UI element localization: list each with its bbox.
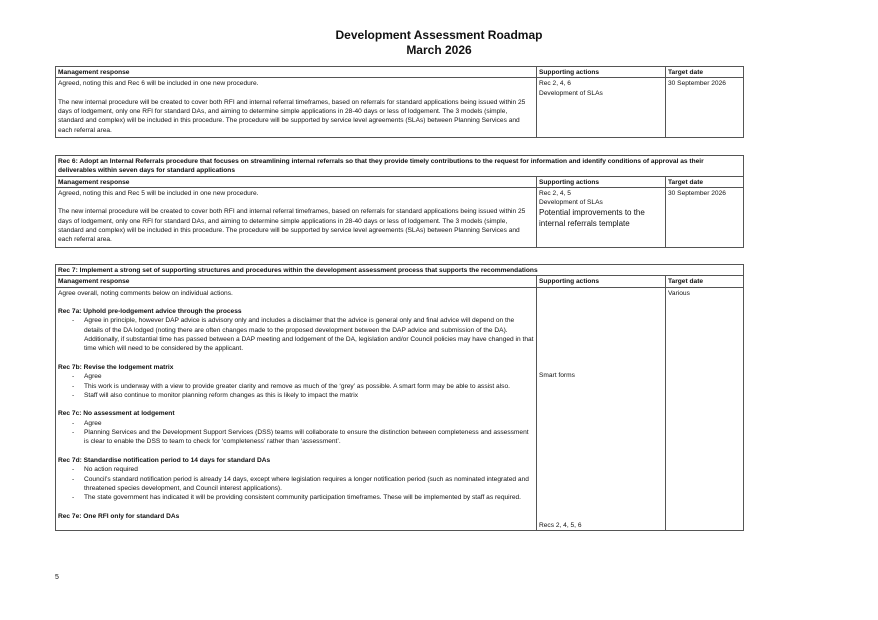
rec7d-title: Rec 7d: Standardise notification period to 14 days for standard DAs [58,456,271,464]
response-paragraph: The new internal procedure will be created to cover both RFI and internal referral timeframes, based on referrals for standard applications being issued within 25 days of lodgement, only one RFI for standard DAs, and aiming to determine simple applications in 28-40 days or less of lodgement. The 3 models (simple, standard and complex) will be included in this procedure. The procedure will be supported by service level agreements (SLAs) between Planning Services and each referral area. [58,98,526,134]
rec7-title: Rec 7: Implement a strong set of supporting structures and procedures within the development assessment process that supports the recommendations [56,265,744,276]
supporting-action-recs: Recs 2, 4, 5, 6 [539,522,582,530]
supporting-action-smart-forms: Smart forms [539,371,575,379]
target-date-header: Target date [666,276,744,287]
target-date-cell: Various [666,287,744,531]
list-item: - No action required [58,465,534,474]
target-date-cell: 30 September 2026 [666,78,744,138]
target-date-header: Target date [666,67,744,78]
rec7a-title: Rec 7a: Uphold pre-lodgement advice through the process [58,308,242,316]
supporting-action: Potential improvements to the internal referrals template [539,208,645,229]
management-response-header: Management response [56,276,537,287]
list-item: - Agree [58,419,534,428]
rec7b-list [58,372,534,400]
document-title: Development Assessment Roadmap [335,28,543,42]
supporting-actions-header: Supporting actions [537,276,666,287]
rec7b-title: Rec 7b: Revise the lodgement matrix [58,363,174,371]
rec7c-list [58,419,534,447]
rec7-response-table [55,264,744,531]
response-intro: Agree overall, noting comments below on individual actions. [58,289,233,297]
rec5-response-table [55,66,744,138]
list-item: - Council’s standard notification period is already 14 days, except where legislation requires a longer notification period (such as nominated integrated and threatened species development, and Council interest applications). [58,475,534,494]
list-item: - Planning Services and the Development Support Services (DSS) teams will collaborate to ensure the distinction between completeness and assessment is clear to enable the DSS to team to check for ‘completeness’ rather than ‘assessment’. [58,428,534,447]
list-item: - Staff will also continue to monitor planning reform changes as this is likely to impact the matrix [58,391,534,400]
list-item: - This work is underway with a view to provide greater clarity and remove as much of the ‘grey’ as possible. A smart form may be able to assist also. [58,382,534,391]
management-response-cell [56,78,537,138]
supporting-actions-header: Supporting actions [537,67,666,78]
list-item: - The state government has indicated it will be providing consistent community participation timeframes. These will be implemented by staff as required. [58,493,534,502]
rec7e-title: Rec 7e: One RFI only for standard DAs [58,512,180,520]
supporting-actions-cell [537,78,666,138]
list-item: - Agree [58,372,534,381]
rec7a-list [58,316,534,353]
supporting-action: Rec 2, 4, 6 [539,80,571,88]
management-response-header: Management response [56,176,537,187]
rec7d-list [58,465,534,502]
management-response-header: Management response [56,67,537,78]
list-item: - Agree in principle, however DAP advice is advisory only and includes a disclaimer that the advice is general only and final advice will depend on the details of the DA lodged (noting there are often changes made to the proposed development between the DAP advice and submission of the DA). Additionally, if substantial time has passed between a DAP meeting and lodgement of the DA, legislation and/or Council policies may have changed in that time which will need to be considered by the applicant. [58,316,534,353]
page-number: 5 [55,574,59,581]
supporting-actions-cell [537,187,666,247]
response-line: Agreed, noting this and Rec 5 will be included in one new procedure. [58,189,259,197]
management-response-cell [56,187,537,247]
response-line: Agreed, noting this and Rec 6 will be included in one new procedure. [58,80,259,88]
target-date-cell: 30 September 2026 [666,187,744,247]
rec6-title: Rec 6: Adopt an Internal Referrals procedure that focuses on streamlining internal referrals so that they provide timely contributions to the request for information and identify conditions of approval as their deliverables within seven days for standard applications [56,156,744,177]
supporting-action: Development of SLAs [539,89,603,97]
supporting-action: Development of SLAs [539,199,603,207]
response-paragraph: The new internal procedure will be created to cover both RFI and internal referral timeframes, based on referrals for standard applications being issued within 25 days of lodgement, only one RFI for standard DAs, and aiming to determine simple applications in 28-40 days or less of lodgement. The 3 models (simple, standard and complex) will be included in this procedure. The procedure will be supported by service level agreements (SLAs) between Planning Services and each referral area. [58,208,526,244]
target-date-header: Target date [666,176,744,187]
management-response-cell [56,287,537,531]
rec6-response-table [55,155,744,248]
supporting-actions-cell [537,287,666,531]
supporting-actions-header: Supporting actions [537,176,666,187]
rec7c-title: Rec 7c: No assessment at lodgement [58,410,175,418]
supporting-action: Rec 2, 4, 5 [539,189,571,197]
document-subtitle: March 2026 [406,43,472,57]
